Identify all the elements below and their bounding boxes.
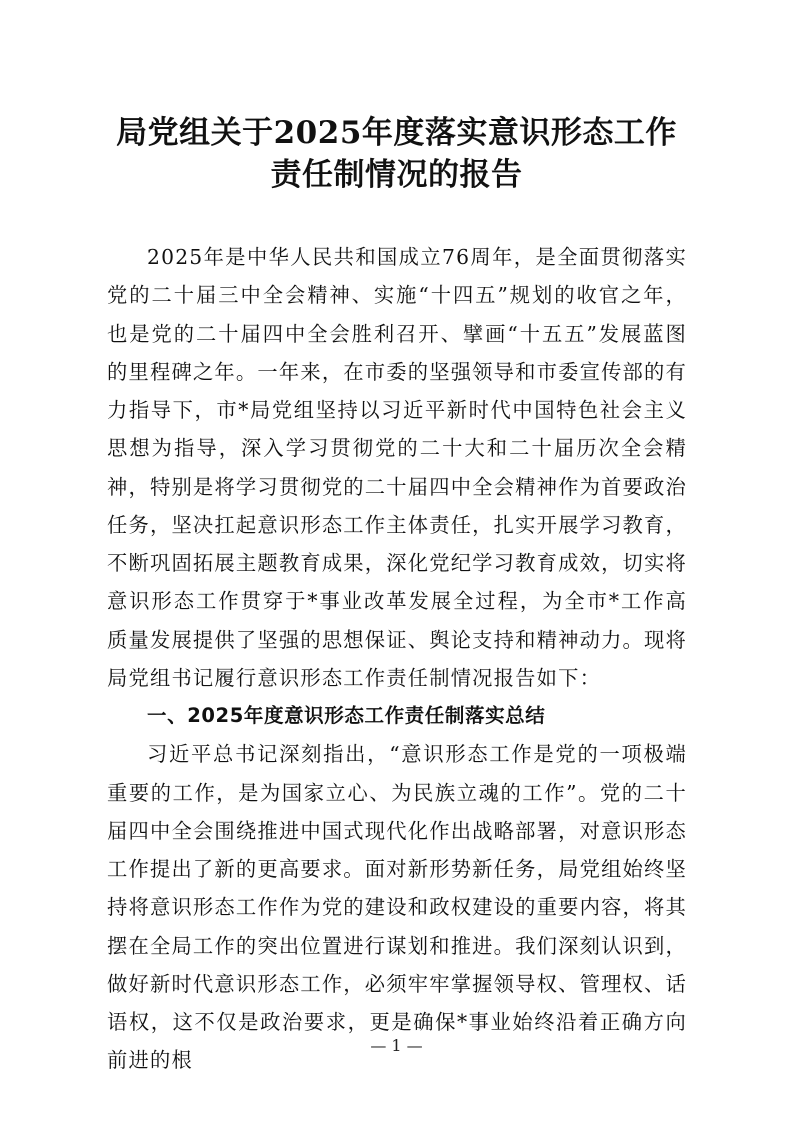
document-title-line2: 责任制情况的报告 [270, 157, 523, 193]
section-paragraph: 习近平总书记深刻指出，“意识形态工作是党的一项极端重要的工作，是为国家立心、为民族立魂的工作”。党的二十届四中全会围绕推进中国式现代化作出战略部署，对意识形态工作提出了新的更高要求。面对新形势新任务，局党组始终坚持将意识形态工作作为党的建设和政权建设的重要内容，将其摆在全局工作的突出位置进行谋划和推进。我们深刻认识到，做好新时代意识形态工作，必须牢牢掌握领导权、管理权、话语权，这不仅是政治要求，更是确保*事业始终沿着正确方向前进的根 [107, 742, 687, 1073]
document-body [107, 238, 687, 1080]
intro-paragraph: 2025年是中华人民共和国成立76周年，是全面贯彻落实党的二十届三中全会精神、实施“十四五”规划的收官之年，也是党的二十届四中全会胜利召开、擘画“十五五”发展蓝图的里程碑之年。一年来，在市委的坚强领导和市委宣传部的有力指导下，市*局党组坚持以习近平新时代中国特色社会主义思想为指导，深入学习贯彻党的二十大和二十届历次全会精神，特别是将学习贯彻党的二十届四中全会精神作为首要政治任务，坚决扛起意识形态工作主体责任，扎实开展学习教育，不断巩固拓展主题教育成果，深化党纪学习教育成效，切实将意识形态工作贯穿于*事业改革发展全过程，为全市*工作高质量发展提供了坚强的思想保证、舆论支持和精神动力。现将局党组书记履行意识形态工作责任制情况报告如下： [107, 245, 687, 690]
page-number: — 1 — [370, 1036, 423, 1055]
section-heading: 一、2025年度意识形态工作责任制落实总结 [147, 704, 546, 727]
document-title-line1: 局党组关于2025年度落实意识形态工作 [116, 115, 677, 151]
